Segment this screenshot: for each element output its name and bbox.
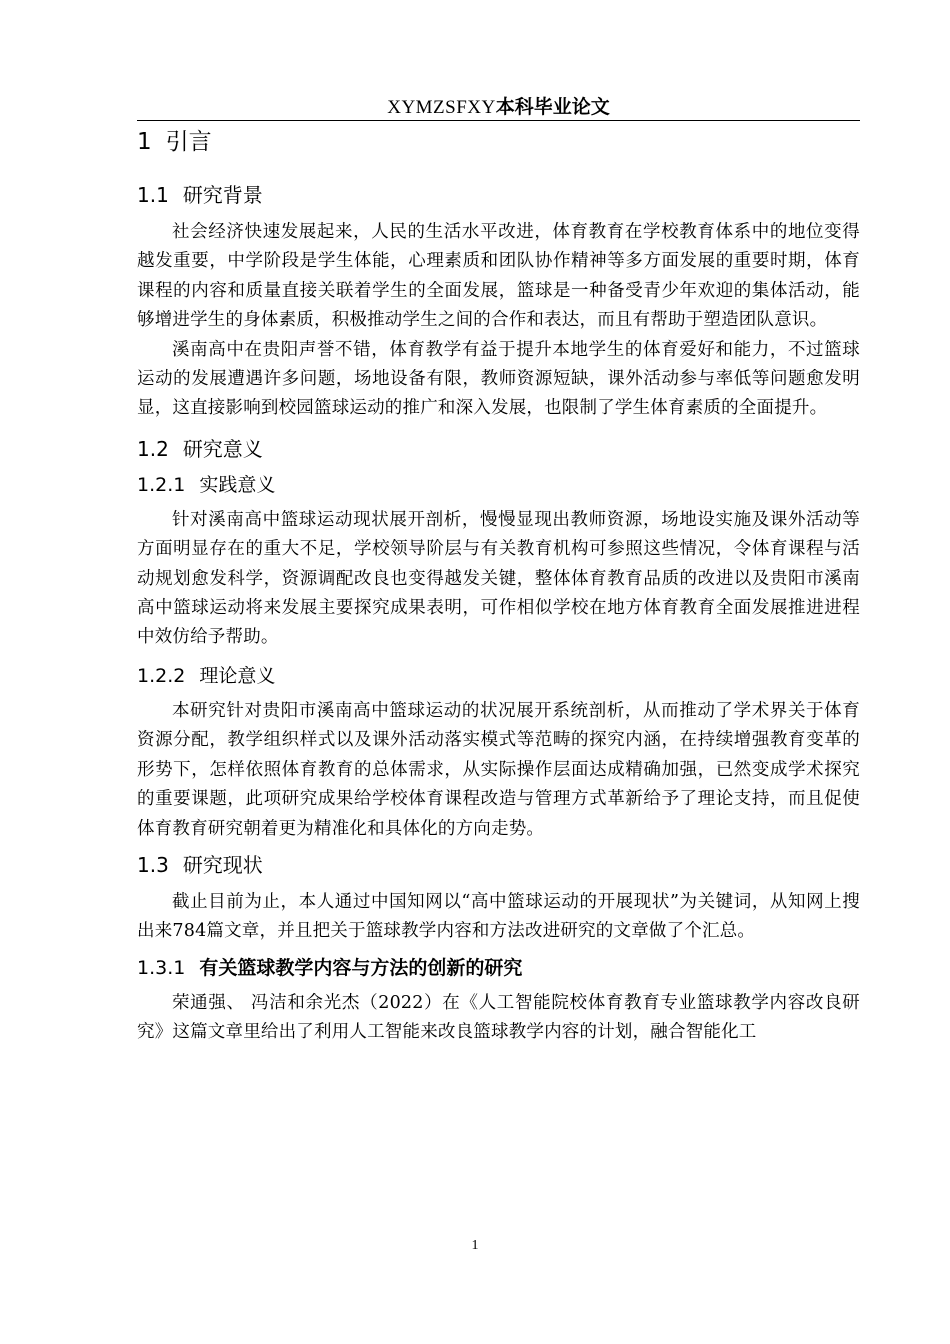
section-title: 研究背景 (182, 183, 263, 207)
subsection-heading-1-2-2 (137, 663, 860, 689)
subsection-number: 1.2.2 (137, 664, 186, 687)
subsection-number: 1.2.1 (137, 473, 186, 496)
paragraph: 社会经济快速发展起来，人民的生活水平改进，体育教育在学校教育体系中的地位变得越发重要，中学阶段是学生体能，心理素质和团队协作精神等多方面发展的重要时期，体育课程的内容和质量直接关联着学生的全面发展，篮球是一种备受青少年欢迎的集体活动，能够增进学生的身体素质，积极推动学生之间的合作和表达，而且有帮助于塑造团队意识。 (137, 222, 860, 331)
chapter-number: 1 (137, 129, 152, 155)
document-body (137, 120, 860, 1048)
paragraph: 溪南高中在贵阳声誉不错，体育教学有益于提升本地学生的体育爱好和能力，不过篮球运动的发展遭遇许多问题，场地设备有限，教师资源短缺，课外活动参与率低等问题愈发明显，这直接影响到校园篮球运动的推广和深入发展，也限制了学生体育素质的全面提升。 (137, 339, 860, 419)
section-title: 研究现状 (182, 852, 263, 877)
page-number: 1 (471, 1238, 479, 1253)
paragraph: 荣通强、 冯洁和余光杰（2022）在《人工智能院校体育教育专业篮球教学内容改良研究》这篇文章里给出了利用人工智能来改良篮球教学内容的计划，融合智能化工 (137, 992, 860, 1043)
subsection-number: 1.3.1 (137, 956, 186, 979)
section-heading-1-1 (137, 182, 860, 208)
section-number: 1.3 (137, 852, 169, 877)
paragraph: 截止目前为止，本人通过中国知网以“高中篮球运动的开展现状”为关键词，从知网上搜出来784篇文章，并且把关于篮球教学内容和方法改进研究的文章做了个汇总。 (137, 891, 860, 942)
section-heading-1-2 (137, 436, 860, 462)
chapter-title: 引言 (165, 129, 212, 155)
subsection-heading-1-3-1 (137, 955, 860, 981)
subsection-title: 有关篮球教学内容与方法的创新的研究 (199, 956, 523, 979)
paragraph: 本研究针对贵阳市溪南高中篮球运动的状况展开系统剖析，从而推动了学术界关于体育资源分配，教学组织样式以及课外活动落实模式等范畴的探究内涵，在持续增强教育变革的形势下，怎样依照体育教育的总体需求，从实际操作层面达成精确加强，已然变成学术探究的重要课题，此项研究成果给学校体育课程改造与管理方式革新给予了理论支持，而且促使体育教育研究朝着更为精准化和具体化的方向走势。 (137, 700, 860, 839)
subsection-title: 实践意义 (199, 473, 276, 496)
subsection-heading-1-2-1 (137, 472, 860, 498)
section-title: 研究意义 (182, 436, 263, 461)
section-number: 1.1 (137, 183, 169, 207)
header-thesis-type: 本科毕业论文 (495, 96, 610, 118)
section-heading-1-3 (137, 852, 860, 878)
chapter-heading (137, 128, 860, 156)
running-header (137, 94, 860, 121)
subsection-title: 理论意义 (199, 664, 276, 687)
section-number: 1.2 (137, 436, 169, 461)
paragraph: 针对溪南高中篮球运动现状展开剖析，慢慢显现出教师资源，场地设实施及课外活动等方面明显存在的重大不足，学校领导阶层与有关教育机构可参照这些情况，令体育课程与活动规划愈发科学，资源调配改良也变得越发关键，整体体育教育品质的改进以及贵阳市溪南高中篮球运动将来发展主要探究成果表明，可作相似学校在地方体育教育全面发展推进进程中效仿给予帮助。 (137, 509, 860, 648)
header-school-code: XYMZSFXY (387, 97, 496, 118)
